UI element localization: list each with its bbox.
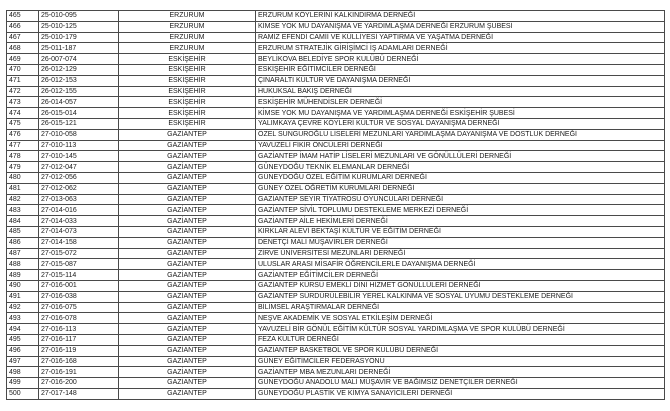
city-cell: ESKİŞEHİR: [119, 75, 256, 86]
registry-code-cell: 26-015-121: [39, 118, 119, 129]
city-cell: ESKİŞEHİR: [119, 118, 256, 129]
association-name-cell: GÜNEYDOĞU TEKNİK ELEMANLAR DERNEĞİ: [256, 162, 665, 173]
registry-code-cell: 27-016-113: [39, 324, 119, 335]
association-name-cell: GAZİANTEP SİVİL TOPLUMU DESTEKLEME MERKEZİ DERNEĞİ: [256, 205, 665, 216]
row-number-cell: 497: [7, 356, 39, 367]
registry-code-cell: 27-010-145: [39, 151, 119, 162]
city-cell: GAZİANTEP: [119, 205, 256, 216]
city-cell: GAZİANTEP: [119, 388, 256, 399]
registry-code-cell: 27-010-113: [39, 140, 119, 151]
city-cell: GAZİANTEP: [119, 248, 256, 259]
city-cell: ESKİŞEHİR: [119, 86, 256, 97]
association-name-cell: ÖZEL SUNGUROĞLU LİSELERİ MEZUNLARI YARDIMLAŞMA DAYANIŞMA VE DOSTLUK DERNEĞİ: [256, 129, 665, 140]
table-row: [7, 259, 665, 270]
table-row: [7, 270, 665, 281]
city-cell: GAZİANTEP: [119, 313, 256, 324]
registry-code-cell: 26-014-057: [39, 97, 119, 108]
city-cell: GAZİANTEP: [119, 237, 256, 248]
association-name-cell: ERZURUM KÖYLERİNİ KALKINDIRMA DERNEĞİ: [256, 11, 665, 22]
row-number-cell: 473: [7, 97, 39, 108]
registry-code-cell: 27-016-117: [39, 334, 119, 345]
table-row: [7, 54, 665, 65]
registry-code-cell: 27-016-078: [39, 313, 119, 324]
row-number-cell: 488: [7, 259, 39, 270]
table-row: [7, 324, 665, 335]
table-row: [7, 32, 665, 43]
city-cell: GAZİANTEP: [119, 270, 256, 281]
table-row: [7, 388, 665, 399]
registry-code-cell: 27-015-072: [39, 248, 119, 259]
registry-code-cell: 27-014-073: [39, 226, 119, 237]
registry-code-cell: 27-010-058: [39, 129, 119, 140]
row-number-cell: 481: [7, 183, 39, 194]
row-number-cell: 487: [7, 248, 39, 259]
table-row: [7, 356, 665, 367]
row-number-cell: 485: [7, 226, 39, 237]
table-row: [7, 140, 665, 151]
row-number-cell: 484: [7, 216, 39, 227]
document-page: [6, 10, 664, 400]
association-name-cell: HUKUKSAL BAKIŞ DERNEĞİ: [256, 86, 665, 97]
city-cell: GAZİANTEP: [119, 356, 256, 367]
table-row: [7, 43, 665, 54]
city-cell: GAZİANTEP: [119, 259, 256, 270]
row-number-cell: 468: [7, 43, 39, 54]
city-cell: GAZİANTEP: [119, 334, 256, 345]
registry-code-cell: 27-014-033: [39, 216, 119, 227]
row-number-cell: 471: [7, 75, 39, 86]
table-row: [7, 118, 665, 129]
registry-code-cell: 26-012-153: [39, 75, 119, 86]
row-number-cell: 486: [7, 237, 39, 248]
table-row: [7, 237, 665, 248]
association-name-cell: GAZİANTEP İMAM HATİP LİSELERİ MEZUNLARI VE GÖNÜLLÜLERİ DERNEĞİ: [256, 151, 665, 162]
city-cell: ESKİŞEHİR: [119, 108, 256, 119]
registry-code-cell: 25-010-095: [39, 11, 119, 22]
association-name-cell: GÜNEYDOĞU PLASTİK VE KİMYA SANAYİCİLERİ DERNEĞİ: [256, 388, 665, 399]
association-name-cell: YAVUZELİ BİR GÖNÜL EĞİTİM KÜLTÜR SOSYAL YARDIMLAŞMA VE SPOR KULÜBÜ DERNEĞİ: [256, 324, 665, 335]
registry-code-cell: 27-015-087: [39, 259, 119, 270]
registry-code-cell: 25-010-125: [39, 21, 119, 32]
table-row: [7, 291, 665, 302]
registry-code-cell: 27-016-168: [39, 356, 119, 367]
association-name-cell: YAVUZELİ FİKİR ÖNCÜLERİ DERNEĞİ: [256, 140, 665, 151]
table-row: [7, 248, 665, 259]
association-name-cell: GAZİANTEP SEYİR TİYATROSU OYUNCULARI DERNEĞİ: [256, 194, 665, 205]
row-number-cell: 483: [7, 205, 39, 216]
city-cell: GAZİANTEP: [119, 324, 256, 335]
table-row: [7, 194, 665, 205]
association-name-cell: KİMSE YOK MU DAYANIŞMA VE YARDIMLAŞMA DERNEĞİ ESKİŞEHİR ŞUBESİ: [256, 108, 665, 119]
table-row: [7, 302, 665, 313]
association-name-cell: GAZİANTEP AİLE HEKİMLERİ DERNEĞİ: [256, 216, 665, 227]
row-number-cell: 465: [7, 11, 39, 22]
table-row: [7, 11, 665, 22]
table-row: [7, 345, 665, 356]
city-cell: GAZİANTEP: [119, 291, 256, 302]
association-name-cell: DENETÇİ MALİ MÜŞAVİRLER DERNEĞİ: [256, 237, 665, 248]
table-row: [7, 21, 665, 32]
table-row: [7, 216, 665, 227]
table-row: [7, 313, 665, 324]
association-name-cell: GÜNEYDOĞU ÖZEL EĞİTİM KURUMLARI DERNEĞİ: [256, 172, 665, 183]
association-name-cell: ESKİŞEHİR EĞİTİMCİLER DERNEĞİ: [256, 64, 665, 75]
association-name-cell: NEŞVE AKADEMİK VE SOSYAL ETKİLEŞİM DERNEĞİ: [256, 313, 665, 324]
registry-code-cell: 27-016-200: [39, 378, 119, 389]
table-row: [7, 108, 665, 119]
association-name-cell: ESKİŞEHİR MÜHENDİSLER DERNEĞİ: [256, 97, 665, 108]
table-row: [7, 129, 665, 140]
city-cell: GAZİANTEP: [119, 378, 256, 389]
association-name-cell: GAZİANTEP BASKETBOL VE SPOR KULÜBÜ DERNEĞİ: [256, 345, 665, 356]
row-number-cell: 498: [7, 367, 39, 378]
association-name-cell: GÜNEY EĞİTİMCİLER FEDERASYONU: [256, 356, 665, 367]
row-number-cell: 500: [7, 388, 39, 399]
city-cell: ESKİŞEHİR: [119, 64, 256, 75]
registry-code-cell: 27-012-056: [39, 172, 119, 183]
row-number-cell: 466: [7, 21, 39, 32]
row-number-cell: 474: [7, 108, 39, 119]
city-cell: GAZİANTEP: [119, 194, 256, 205]
registry-code-cell: 26-012-155: [39, 86, 119, 97]
table-row: [7, 86, 665, 97]
table-row: [7, 183, 665, 194]
table-row: [7, 97, 665, 108]
city-cell: ERZURUM: [119, 21, 256, 32]
registry-code-cell: 27-014-016: [39, 205, 119, 216]
association-name-cell: BEYLİKOVA BELEDİYE SPOR KULÜBÜ DERNEĞİ: [256, 54, 665, 65]
city-cell: GAZİANTEP: [119, 226, 256, 237]
row-number-cell: 469: [7, 54, 39, 65]
table-body: [7, 11, 665, 400]
city-cell: ERZURUM: [119, 32, 256, 43]
registry-code-cell: 27-013-063: [39, 194, 119, 205]
association-name-cell: RAMİZ EFENDİ CAMİİ VE KÜLLİYESİ YAPTIRMA VE YAŞATMA DERNEĞİ: [256, 32, 665, 43]
city-cell: GAZİANTEP: [119, 172, 256, 183]
registry-code-cell: 27-014-158: [39, 237, 119, 248]
city-cell: GAZİANTEP: [119, 302, 256, 313]
association-name-cell: GÜNEYDOĞU ANADOLU MALİ MÜŞAVİR VE BAĞIMSIZ DENETÇİLER DERNEĞİ: [256, 378, 665, 389]
table-row: [7, 151, 665, 162]
association-name-cell: ÇINARALTI KÜLTÜR VE DAYANIŞMA DERNEĞİ: [256, 75, 665, 86]
row-number-cell: 482: [7, 194, 39, 205]
association-name-cell: ULUSLAR ARASI MİSAFİR ÖĞRENCİLERLE DAYANIŞMA DERNEĞİ: [256, 259, 665, 270]
row-number-cell: 496: [7, 345, 39, 356]
row-number-cell: 479: [7, 162, 39, 173]
city-cell: ERZURUM: [119, 11, 256, 22]
city-cell: ESKİŞEHİR: [119, 97, 256, 108]
table-row: [7, 334, 665, 345]
city-cell: GAZİANTEP: [119, 140, 256, 151]
row-number-cell: 476: [7, 129, 39, 140]
row-number-cell: 490: [7, 280, 39, 291]
table-row: [7, 205, 665, 216]
city-cell: ESKİŞEHİR: [119, 54, 256, 65]
row-number-cell: 493: [7, 313, 39, 324]
association-name-cell: ERZURUM STRATEJİK GİRİŞİMCİ İŞ ADAMLARI DERNEĞİ: [256, 43, 665, 54]
city-cell: GAZİANTEP: [119, 129, 256, 140]
registry-code-cell: 26-007-074: [39, 54, 119, 65]
association-name-cell: KİMSE YOK MU DAYANIŞMA VE YARDIMLAŞMA DERNEĞİ ERZURUM ŞUBESİ: [256, 21, 665, 32]
association-name-cell: GAZİANTEP SÜRDÜRÜLEBİLİR YEREL KALKINMA VE SOSYAL UYUMU DESTEKLEME DERNEĞİ: [256, 291, 665, 302]
association-name-cell: KIRKLAR ALEVİ BEKTAŞİ KÜLTÜR VE EĞİTİM DERNEĞİ: [256, 226, 665, 237]
city-cell: GAZİANTEP: [119, 183, 256, 194]
table-row: [7, 226, 665, 237]
city-cell: GAZİANTEP: [119, 162, 256, 173]
association-name-cell: ZİRVE ÜNİVERSİTESİ MEZUNLARI DERNEĞİ: [256, 248, 665, 259]
registry-code-cell: 27-016-038: [39, 291, 119, 302]
row-number-cell: 478: [7, 151, 39, 162]
row-number-cell: 475: [7, 118, 39, 129]
table-row: [7, 75, 665, 86]
row-number-cell: 495: [7, 334, 39, 345]
registry-code-cell: 27-016-075: [39, 302, 119, 313]
row-number-cell: 491: [7, 291, 39, 302]
table-row: [7, 162, 665, 173]
associations-table: [6, 10, 665, 400]
row-number-cell: 470: [7, 64, 39, 75]
association-name-cell: GÜNEY ÖZEL ÖĞRETİM KURUMLARI DERNEĞİ: [256, 183, 665, 194]
association-name-cell: GAZİANTEP KÜRSÜ EMEKLİ DİNİ HİZMET GÖNÜLLÜLERİ DERNEĞİ: [256, 280, 665, 291]
city-cell: GAZİANTEP: [119, 216, 256, 227]
city-cell: GAZİANTEP: [119, 280, 256, 291]
table-row: [7, 172, 665, 183]
registry-code-cell: 27-016-001: [39, 280, 119, 291]
city-cell: GAZİANTEP: [119, 151, 256, 162]
registry-code-cell: 27-015-114: [39, 270, 119, 281]
table-row: [7, 64, 665, 75]
row-number-cell: 492: [7, 302, 39, 313]
row-number-cell: 499: [7, 378, 39, 389]
association-name-cell: FEZA KÜLTÜR DERNEĞİ: [256, 334, 665, 345]
registry-code-cell: 25-011-187: [39, 43, 119, 54]
registry-code-cell: 27-016-191: [39, 367, 119, 378]
row-number-cell: 472: [7, 86, 39, 97]
row-number-cell: 480: [7, 172, 39, 183]
association-name-cell: GAZİANTEP MBA MEZUNLARI DERNEĞİ: [256, 367, 665, 378]
table-row: [7, 378, 665, 389]
registry-code-cell: 25-010-179: [39, 32, 119, 43]
registry-code-cell: 27-012-062: [39, 183, 119, 194]
association-name-cell: YALIMKAYA ÇEVRE KÖYLERİ KÜLTÜR VE SOSYAL DAYANIŞMA DERNEĞİ: [256, 118, 665, 129]
row-number-cell: 494: [7, 324, 39, 335]
association-name-cell: BİLİMSEL ARAŞTIRMALAR DERNEĞİ: [256, 302, 665, 313]
registry-code-cell: 26-015-014: [39, 108, 119, 119]
table-row: [7, 280, 665, 291]
row-number-cell: 489: [7, 270, 39, 281]
registry-code-cell: 27-017-148: [39, 388, 119, 399]
association-name-cell: GAZİANTEP EĞİTİMCİLER DERNEĞİ: [256, 270, 665, 281]
row-number-cell: 467: [7, 32, 39, 43]
registry-code-cell: 26-012-129: [39, 64, 119, 75]
city-cell: GAZİANTEP: [119, 367, 256, 378]
registry-code-cell: 27-016-119: [39, 345, 119, 356]
city-cell: GAZİANTEP: [119, 345, 256, 356]
row-number-cell: 477: [7, 140, 39, 151]
table-row: [7, 367, 665, 378]
city-cell: ERZURUM: [119, 43, 256, 54]
registry-code-cell: 27-012-047: [39, 162, 119, 173]
